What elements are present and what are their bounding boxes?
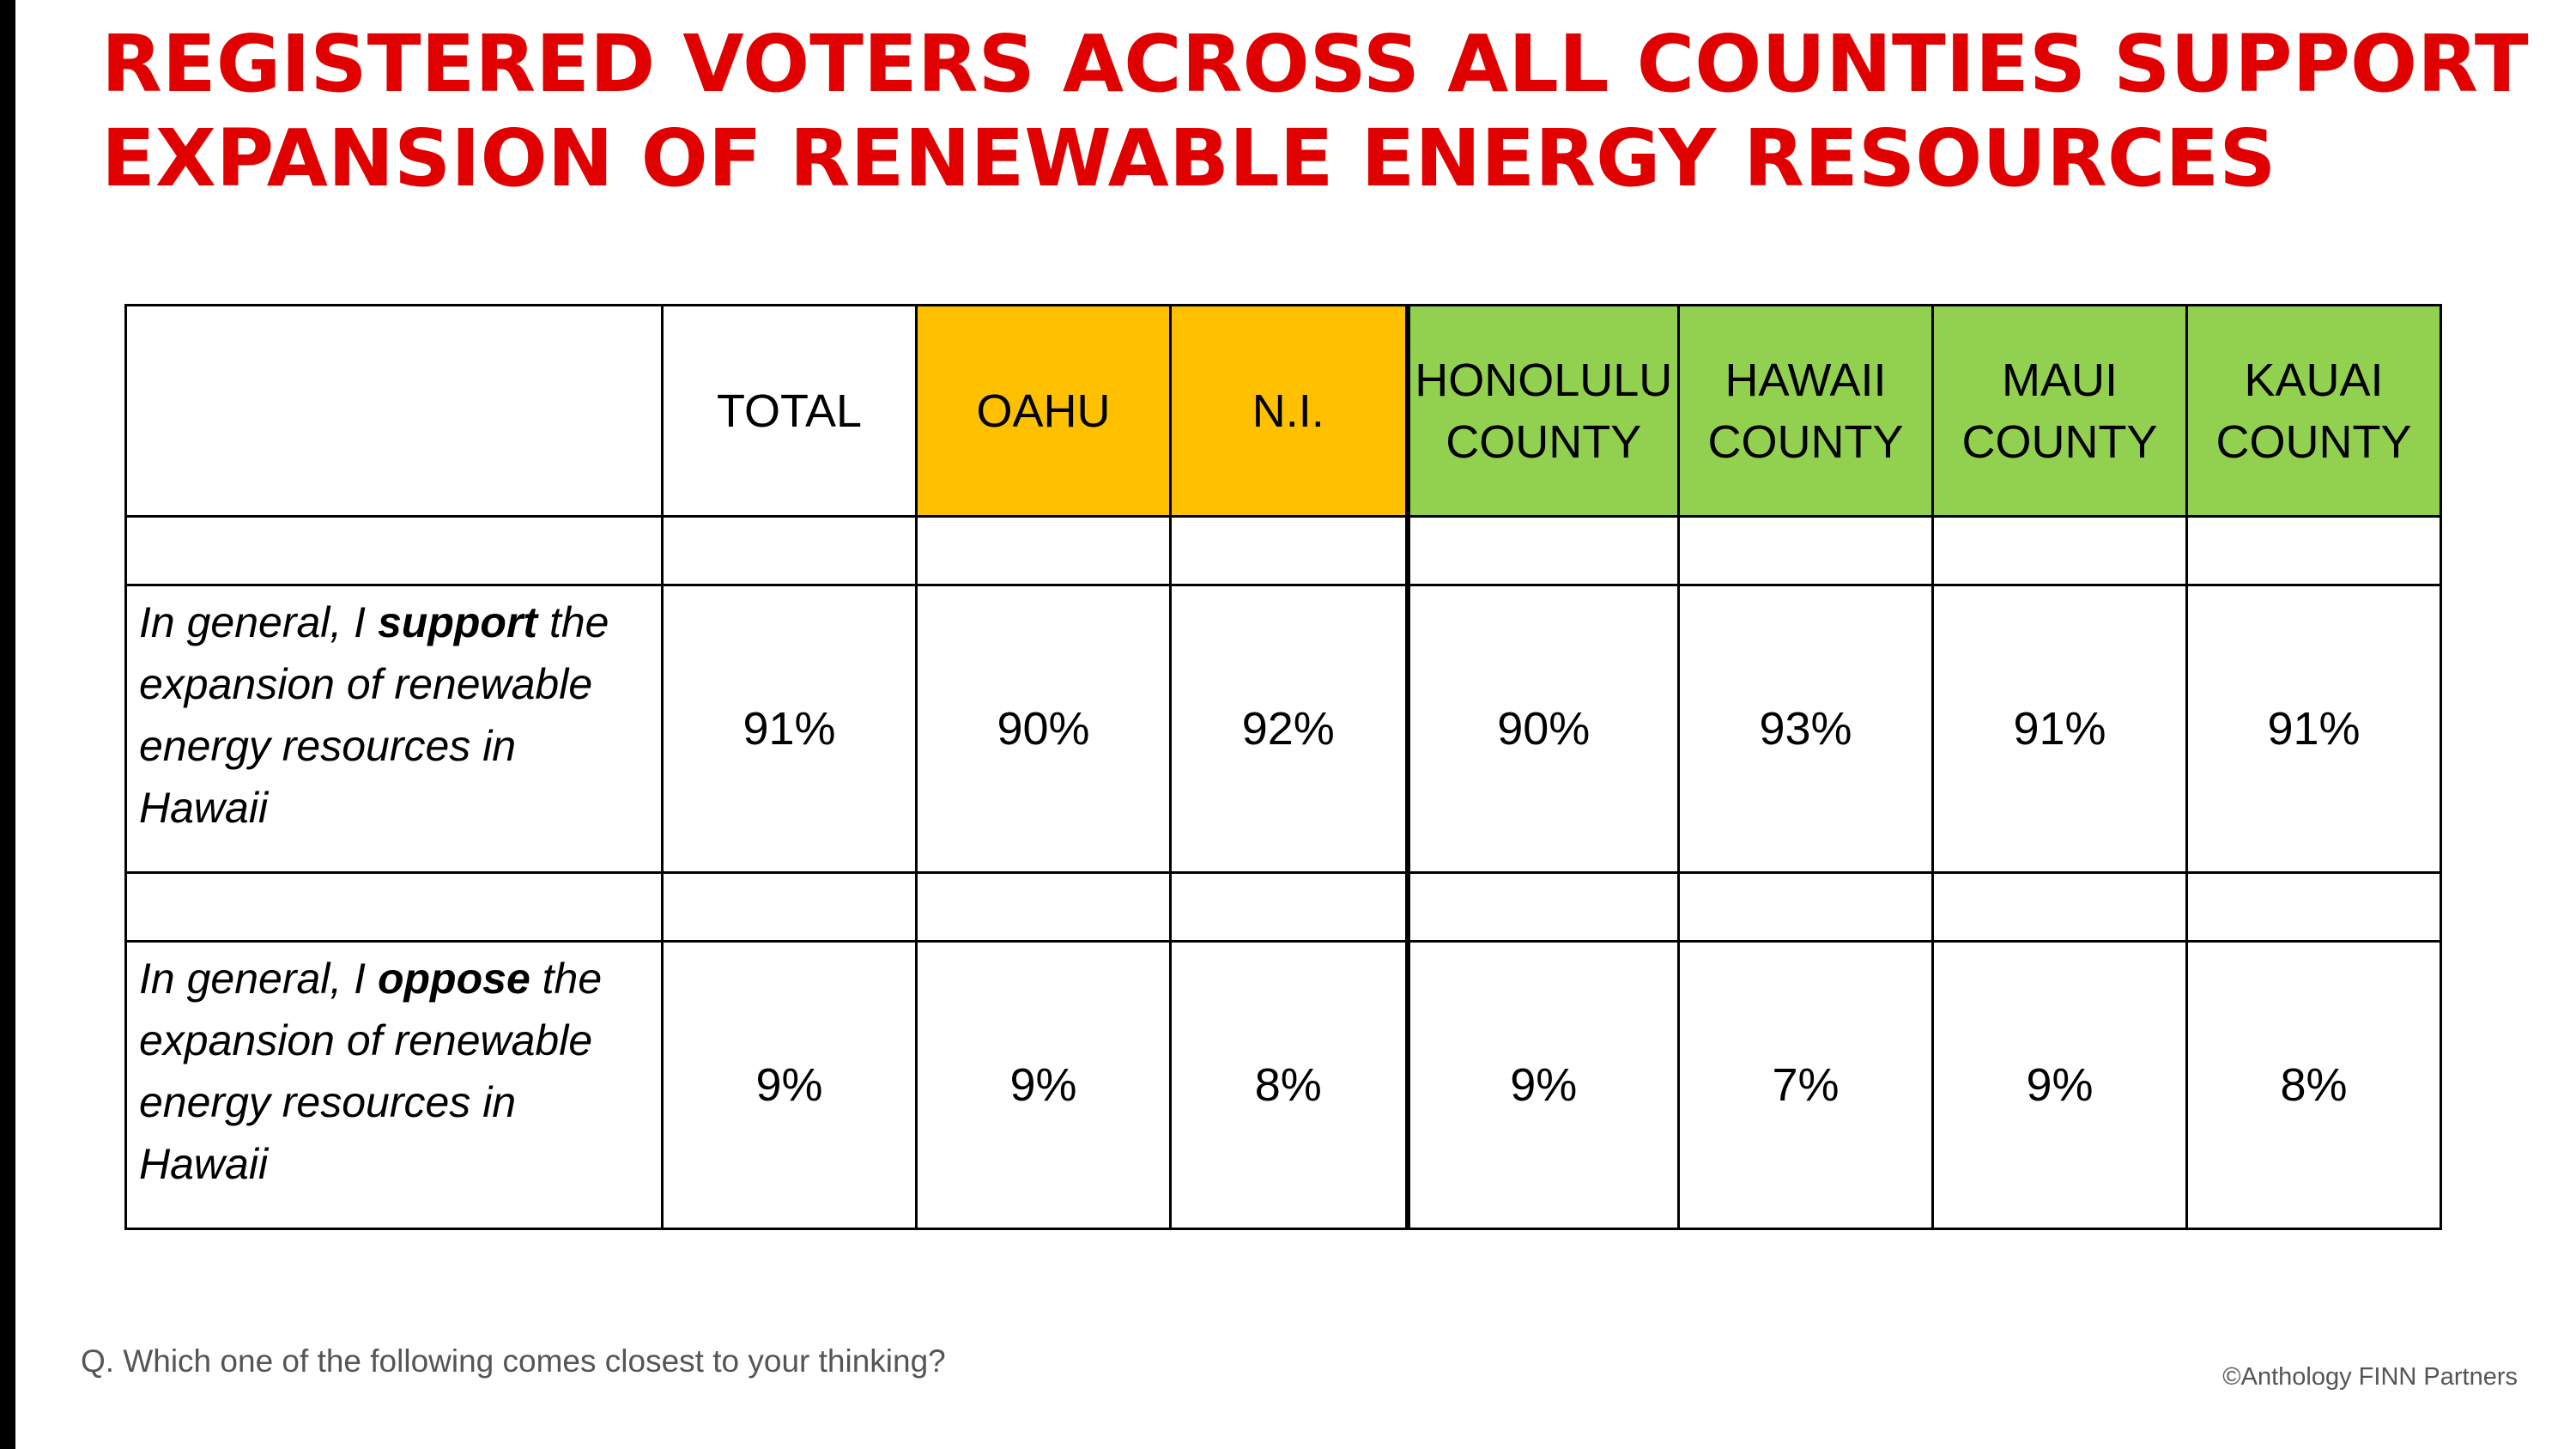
value-cell-support-honolulu-county: 90% [1408,585,1679,873]
value-cell-support-kauai-county: 91% [2187,585,2441,873]
column-header-label: HAWAII [1724,354,1887,406]
row-label-text: the expansion of renewable energy resources in Hawaii [139,955,603,1188]
slide-title [101,17,2529,206]
value-cell-oppose-total: 9% [663,942,917,1229]
spacer-cell [2187,517,2441,585]
column-header-honolulu-county [1408,306,1679,517]
slide-title-line-2: EXPANSION OF RENEWABLE ENERGY RESOURCES [101,112,2276,204]
column-header-label: COUNTY [1961,415,2158,468]
table-spacer-row [126,873,2441,942]
value-cell-support-oahu: 90% [917,585,1171,873]
column-header-kauai-county [2187,306,2441,517]
column-header-label: KAUAI [2244,354,2384,406]
value-cell-oppose-honolulu-county: 9% [1408,942,1679,1229]
row-label-text: In general, I [139,955,378,1003]
row-label-emphasis: support [377,598,538,646]
spacer-cell [1679,517,1933,585]
column-header-label: COUNTY [1707,415,1904,468]
column-header-total [663,306,917,517]
table-row-oppose [126,942,2441,1229]
row-label-oppose [126,942,663,1229]
table-header-row [126,306,2441,517]
value-cell-oppose-hawaii-county: 7% [1679,942,1933,1229]
column-header-hawaii-county [1679,306,1933,517]
column-header-ni [1171,306,1408,517]
column-header-label: OAHU [976,385,1111,437]
spacer-cell [1679,873,1933,942]
row-label-support [126,585,663,873]
spacer-cell [917,517,1171,585]
row-label-emphasis: oppose [377,955,530,1003]
header-empty-cell [126,306,663,517]
column-header-label: COUNTY [2215,415,2412,468]
survey-question: Q. Which one of the following comes closest to your thinking? [81,1343,946,1379]
column-header-label: COUNTY [1446,415,1642,468]
table-row-support [126,585,2441,873]
table-spacer-row [126,517,2441,585]
spacer-cell [126,517,663,585]
spacer-cell [2187,873,2441,942]
column-header-label: N.I. [1252,385,1324,437]
spacer-cell [1933,517,2187,585]
spacer-cell [1933,873,2187,942]
value-cell-support-ni: 92% [1171,585,1408,873]
spacer-cell [917,873,1171,942]
value-cell-oppose-oahu: 9% [917,942,1171,1229]
value-cell-support-maui-county: 91% [1933,585,2187,873]
spacer-cell [663,517,917,585]
spacer-cell [1171,517,1408,585]
value-cell-support-total: 91% [663,585,917,873]
spacer-cell [1408,873,1679,942]
column-header-oahu [917,306,1171,517]
spacer-cell [1408,517,1679,585]
column-header-maui-county [1933,306,2187,517]
row-label-text: In general, I [139,598,378,646]
row-label-text: the expansion of renewable energy resources in Hawaii [139,598,609,832]
spacer-cell [663,873,917,942]
value-cell-oppose-maui-county: 9% [1933,942,2187,1229]
column-header-label: TOTAL [716,385,863,437]
spacer-cell [1171,873,1408,942]
slide-title-line-1: REGISTERED VOTERS ACROSS ALL COUNTIES SUPPORT [101,18,2529,110]
copyright-notice: ©Anthology FINN Partners [2222,1363,2518,1391]
results-table [124,304,2442,1230]
column-header-label: MAUI [2002,354,2118,406]
left-edge-bar [0,0,15,1449]
column-header-label: HONOLULU [1415,354,1673,406]
spacer-cell [126,873,663,942]
value-cell-oppose-kauai-county: 8% [2187,942,2441,1229]
value-cell-support-hawaii-county: 93% [1679,585,1933,873]
value-cell-oppose-ni: 8% [1171,942,1408,1229]
